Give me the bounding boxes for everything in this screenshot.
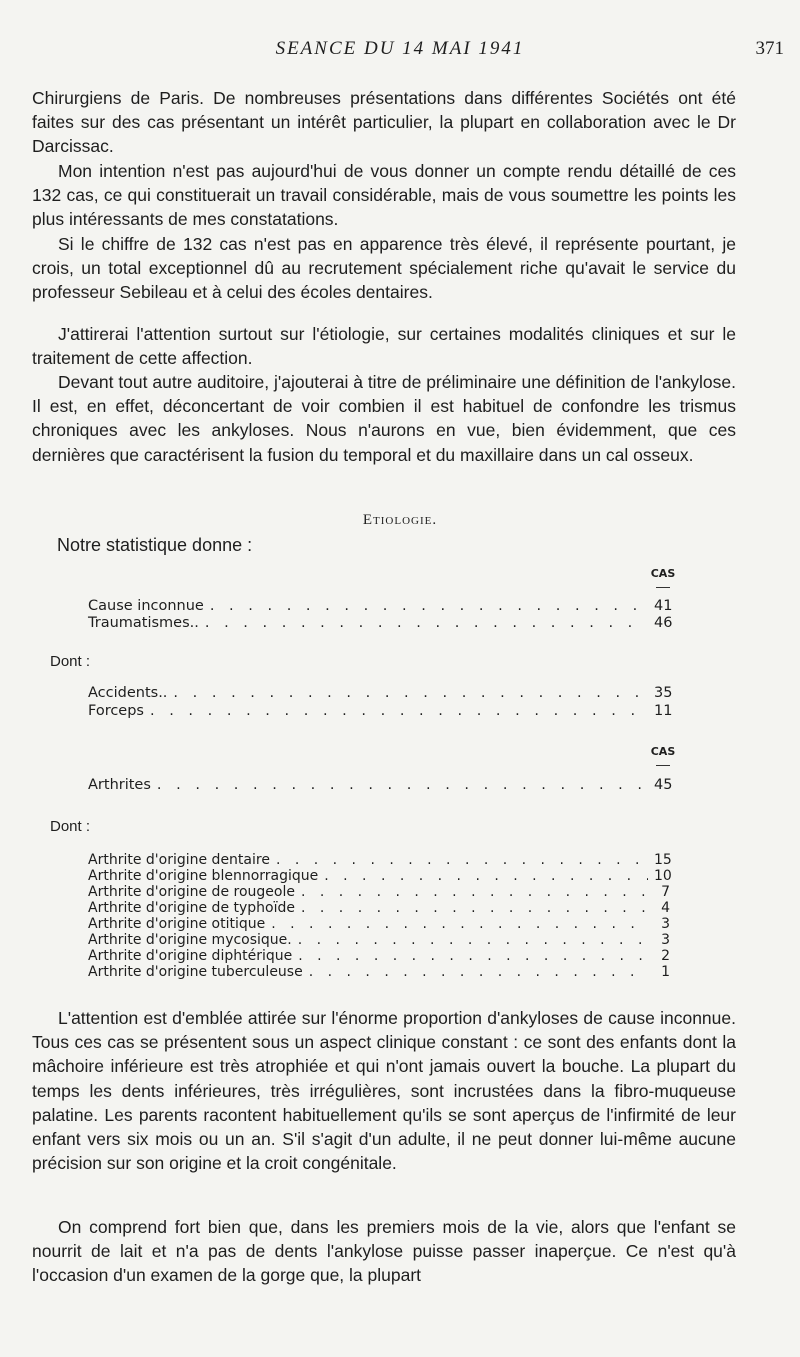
table-row — [88, 932, 670, 948]
row-value: 35 — [654, 685, 673, 701]
leader-dots — [298, 948, 648, 964]
row-label: Arthrite d'origine de typhoïde — [88, 900, 295, 916]
row-label: Accidents.. — [88, 685, 168, 701]
leader-dots — [205, 615, 648, 631]
row-label: Arthrite d'origine blennorragique — [88, 868, 319, 884]
table-row — [88, 703, 673, 721]
cas-column-header — [648, 745, 678, 766]
leader-dots — [309, 964, 648, 980]
dont-label: Dont : — [50, 818, 91, 835]
row-label: Arthrite d'origine otitique — [88, 916, 266, 932]
leader-dots — [157, 777, 648, 793]
leader-dots — [301, 884, 648, 900]
row-value: 10 — [654, 868, 672, 884]
table-row — [88, 964, 670, 980]
row-value: 11 — [654, 703, 673, 719]
statistics-intro: Notre statistique donne : — [57, 535, 253, 555]
paragraph-3: Si le chiffre de 132 cas n'est pas en apparence très élevé, il représente pourtant, je crois, un total exceptionnel dû au recrutement spécialement riche qu'avait le service du professeur Sebileau et à celui des écoles dentaires. — [32, 234, 736, 303]
page-number: 371 — [755, 38, 784, 59]
row-value: 1 — [661, 964, 670, 980]
leader-dots — [324, 868, 648, 884]
paragraph-2: Mon intention n'est pas aujourd'hui de vous donner un compte rendu détaillé de ces 132 cas, ce qui constituerait un travail considérable, mais de vous soumettre les points les plus intéressants de mes constatations. — [32, 161, 736, 230]
row-value: 41 — [654, 598, 673, 614]
section-heading: Etiologie. — [362, 512, 438, 528]
paragraph-6: L'attention est d'emblée attirée sur l'énorme proportion d'ankyloses de cause inconnue. Tous ces cas se présentent sous un aspect clinique constant : ce sont des enfants dont la mâchoire inférieure est très atrophiée et qui n'ont jamais ouvert la bouche. La plupart du temps les dents inférieures, très irrégulières, sont incrustées dans la fibro-muqueuse palatine. Les parents racontent habituellement qu'ils se sont aperçus de l'infirmité de leur enfant vers six mois ou un an. S'il s'agit d'un adulte, il ne peut donner lui-même aucune précision sur son origine et la croit congénitale. — [32, 1008, 736, 1174]
cas-column-header — [648, 567, 678, 588]
cas-rule — [656, 765, 670, 766]
table-row — [88, 615, 673, 633]
leader-dots — [271, 916, 648, 932]
leader-dots — [276, 852, 648, 868]
row-label: Arthrite d'origine mycosique. — [88, 932, 292, 948]
row-value: 3 — [661, 916, 670, 932]
leader-dots — [210, 598, 648, 614]
row-label: Arthrites — [88, 777, 151, 793]
row-label: Cause inconnue — [88, 598, 204, 614]
dont-label: Dont : — [50, 653, 91, 670]
row-value: 7 — [661, 884, 670, 900]
cas-label: CAS — [650, 745, 676, 758]
table-row — [88, 868, 670, 884]
row-label: Arthrite d'origine dentaire — [88, 852, 270, 868]
leader-dots — [173, 685, 648, 701]
row-value: 3 — [661, 932, 670, 948]
cas-rule — [656, 587, 670, 588]
leader-dots — [298, 932, 648, 948]
table-row — [88, 900, 670, 916]
table-row — [88, 685, 673, 703]
running-header — [0, 38, 800, 64]
row-value: 4 — [661, 900, 670, 916]
table-row — [88, 948, 670, 964]
row-label: Arthrite d'origine diphtérique — [88, 948, 293, 964]
row-value: 45 — [654, 777, 673, 793]
header-title: SEANCE DU 14 MAI 1941 — [275, 38, 525, 59]
table-row — [88, 916, 670, 932]
row-label: Forceps — [88, 703, 144, 719]
paragraph-5: Devant tout autre auditoire, j'ajouterai à titre de préliminaire une définition de l'ankylose. Il est, en effet, déconcertant de voir combien il est habituel de confondre les trismus chroniques avec les ankyloses. Nous n'aurons en vue, bien évidemment, que ces dernières que caractérisent la fusion du temporal et du maxillaire dans un cal osseux. — [32, 372, 736, 465]
table-row — [88, 777, 673, 795]
row-value: 46 — [654, 615, 673, 631]
table-row — [88, 852, 670, 868]
table-row — [88, 884, 670, 900]
row-value: 2 — [661, 948, 670, 964]
table-row — [88, 598, 673, 616]
row-label: Arthrite d'origine de rougeole — [88, 884, 295, 900]
row-label: Traumatismes.. — [88, 615, 199, 631]
leader-dots — [150, 703, 648, 719]
cas-label: CAS — [650, 567, 676, 580]
paragraph-1: Chirurgiens de Paris. De nombreuses présentations dans différentes Sociétés ont été faites sur des cas présentant un intérêt particulier, la plupart en collaboration avec le Dr Darcissac. — [32, 88, 736, 157]
leader-dots — [301, 900, 648, 916]
row-label: Arthrite d'origine tuberculeuse — [88, 964, 303, 980]
paragraph-7: On comprend fort bien que, dans les premiers mois de la vie, alors que l'enfant se nourrit de lait et n'a pas de dents l'ankylose puisse passer inaperçue. Ce n'est qu'à l'occasion d'un examen de la gorge que, la plupart — [32, 1217, 736, 1286]
paragraph-4: J'attirerai l'attention surtout sur l'étiologie, sur certaines modalités cliniques et sur le traitement de cette affection. — [32, 324, 736, 369]
row-value: 15 — [654, 852, 672, 868]
